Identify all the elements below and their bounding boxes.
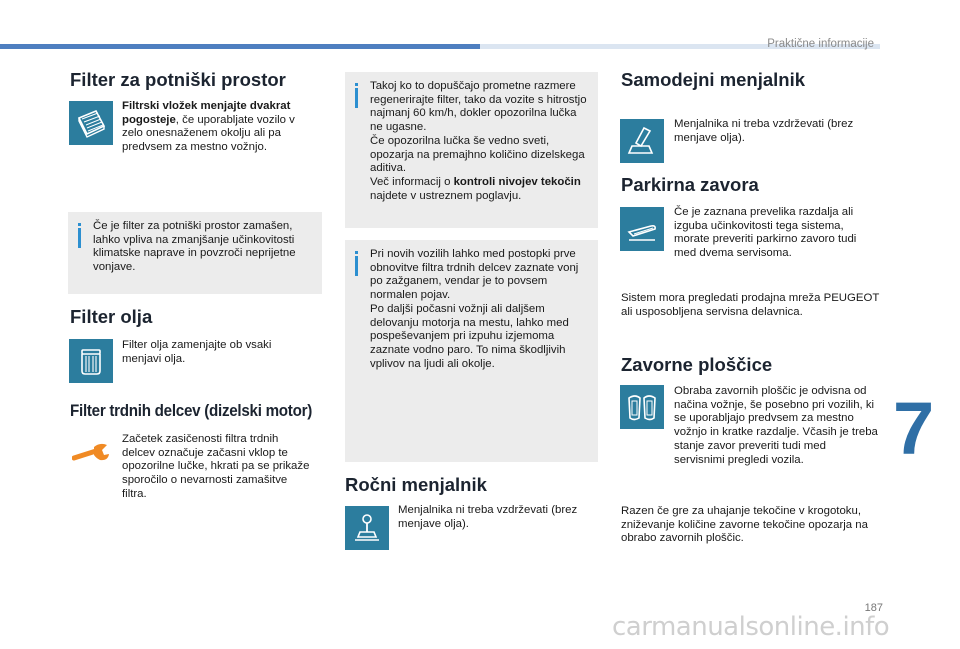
wrench-icon [72,441,112,467]
new-vehicle-note [345,240,598,462]
auto-gearbox-text: Menjalnika ni treba vzdrževati (brez menjave olja). [674,118,854,144]
particle-filter-title: Filter trdnih delcev (dizelski motor) [70,402,312,420]
auto-gearbox-icon [620,119,664,163]
brake-pads-text-2: Razen če gre za uhajanje tekočine v krogotoku, zniževanje količine zavorne tekočine opozarja na obrabo zavornih ploščic. [621,505,868,545]
oil-filter-text: Filter olja zamenjajte ob vsaki menjavi olja. [122,339,272,365]
oil-filter-title: Filter olja [70,306,153,327]
parking-brake-text-2: Sistem mora pregledati prodajna mreža PEUGEOT ali usposobljena servisna delavnica. [621,292,880,318]
parking-brake-text: Če je zaznana prevelika razdalja ali izguba učinkovitosti tega sistema, morate preveriti parkirno zavoro tudi med dvema servisoma. [674,206,857,260]
regeneration-note [345,72,598,228]
auto-gearbox-title: Samodejni menjalnik [621,69,806,90]
regeneration-note-text-2: Če opozorilna lučka še vedno sveti, opozarja na premajhno količino dizelskega aditiva. [370,134,585,175]
manual-gearbox-icon [345,506,389,550]
brake-pads-text: Obraba zavornih ploščic je odvisna od načina vožnje, še posebno pri vozilih, ki se uporabljajo predvsem za mestno vožnjo in kratke razdalje. Včasih je treba stanje zavor preveriti tudi med servisnimi pregledi vozila. [674,385,878,466]
parking-brake-title: Parkirna zavora [621,174,759,195]
new-vehicle-note-text-2: Po daljši počasni vožnji ali daljšem delovanju motorja na mestu, lahko med pospeševanjem pri izpuhu izjemoma zaznate vodno paro. To nima škodljivih vplivov na ljudi ali okolje. [370,302,569,370]
cabin-filter-note-text: Če je filter za potniški prostor zamašen, lahko vpliva na zmanjšanje učinkovitosti klimatske naprave in povzroči neprijetne vonjave. [93,220,296,274]
cabin-filter-title: Filter za potniški prostor [70,69,286,90]
note-marker [78,223,81,248]
cabin-filter-note [68,212,322,294]
cabin-filter-icon [69,101,113,145]
manual-gearbox-title: Ročni menjalnik [345,474,487,495]
brake-pads-title: Zavorne ploščice [621,354,773,375]
watermark: carmanualsonline.info [612,612,890,642]
header-accent-bar [0,44,480,49]
new-vehicle-note-text-1: Pri novih vozilih lahko med postopki prve obnovitve filtra trdnih delcev zaznate vonj po zažganem, vendar je to povsem normalen pojav. [370,248,579,302]
section-name: Praktične informacije [767,38,874,50]
regeneration-note-text-3: Več informacij o kontroli nivojev tekočin najdete v ustreznem poglavju. [370,175,581,202]
chapter-number: 7 [893,387,935,470]
brake-pads-icon [620,385,664,429]
particle-filter-text: Začetek zasičenosti filtra trdnih delcev označuje začasni vklop te opozorilne lučke, hkrati pa se prikaže sporočilo o nevarnosti zamašitve filtra. [122,433,310,500]
page-number: 187 [864,602,883,614]
regeneration-note-text-1: Takoj ko to dopuščajo prometne razmere regenerirajte filter, tako da vozite s hitrostjo najmanj 60 km/h, dokler opozorilna lučka ne ugasne. [370,80,587,134]
cabin-filter-text: Filtrski vložek menjajte dvakrat pogosteje, če uporabljate vozilo v zelo onesnaženem okolju ali pa predvsem za mestno vožnjo. [122,100,295,154]
note-marker [355,83,358,108]
note-marker [355,251,358,276]
manual-gearbox-text: Menjalnika ni treba vzdrževati (brez menjave olja). [398,504,578,530]
parking-brake-icon [620,207,664,251]
oil-filter-icon [69,339,113,383]
